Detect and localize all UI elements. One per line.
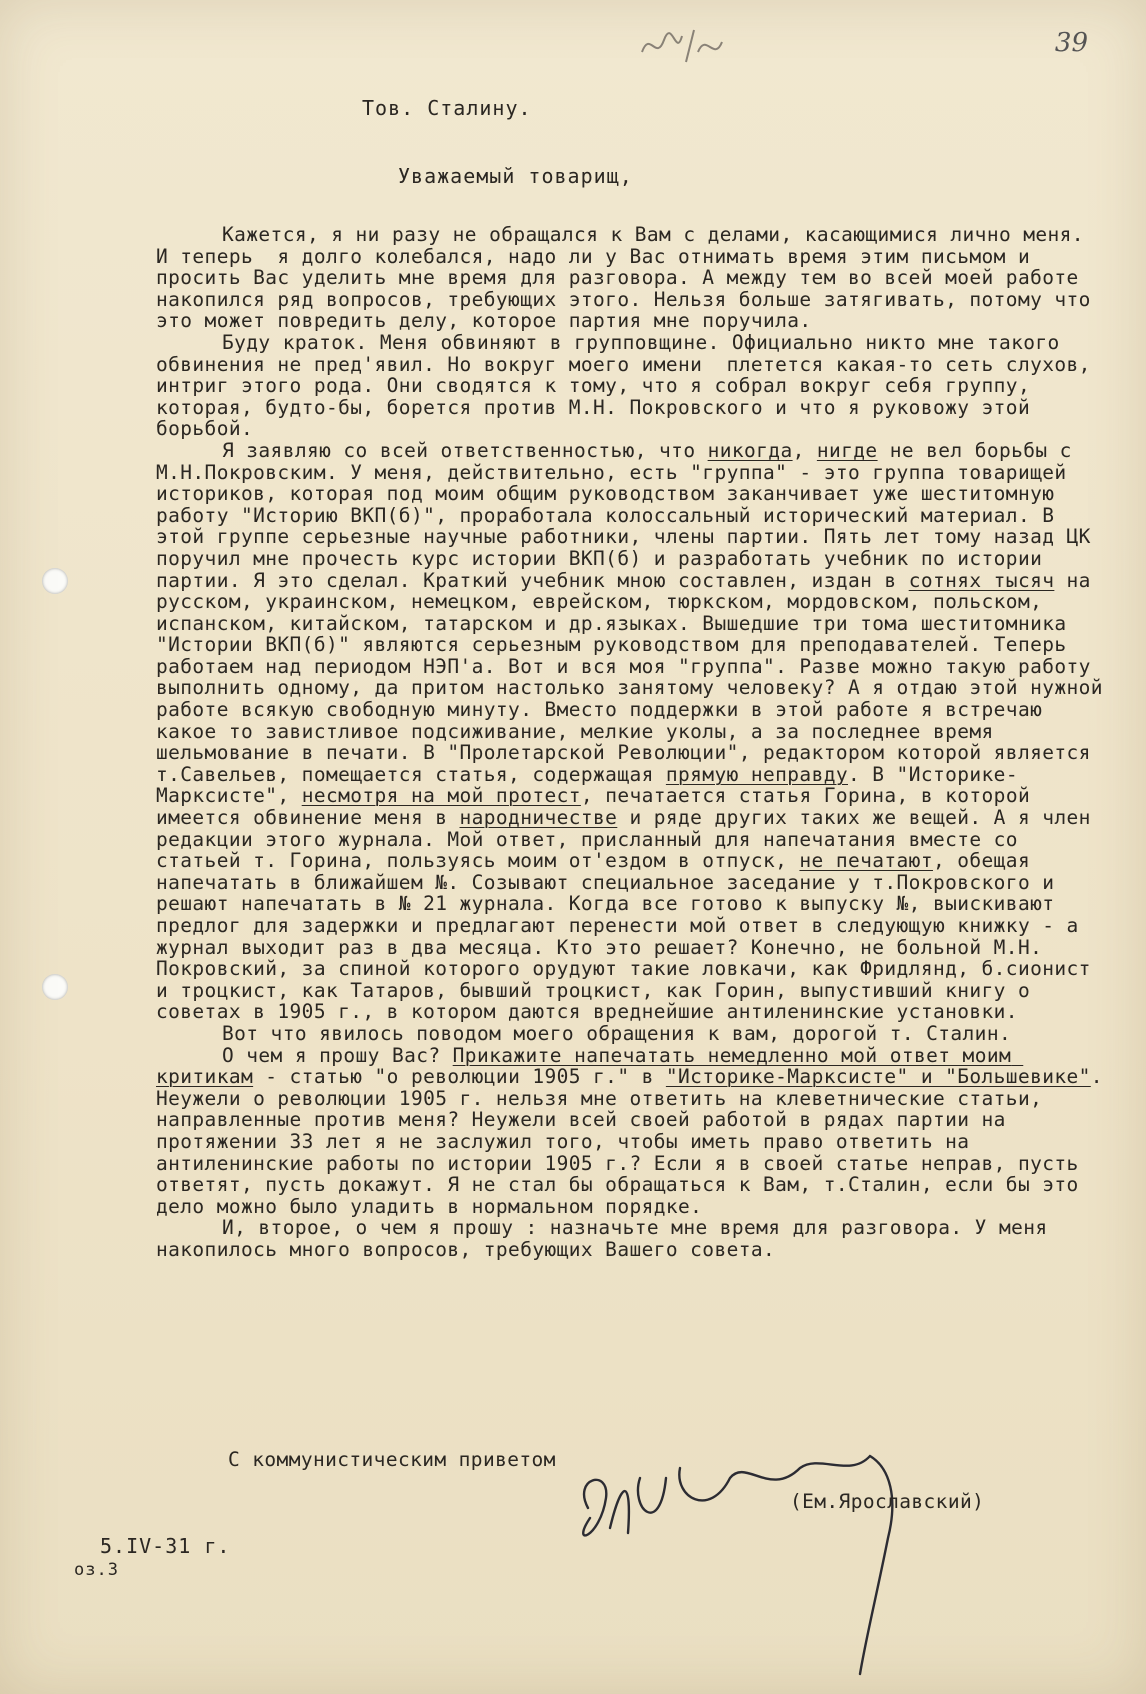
underlined-phrase: прямую неправду (665, 762, 848, 786)
closing: С коммунистическим приветом (228, 1448, 556, 1471)
letter-paragraph: Кажется, я ни разу не обращался к Вам с делами, касающимися лично меня. И теперь я долго колебался, надо ли у Вас отнимать время этим письмом и просить Вас уделить мне время для разговора. А между тем во всей моей работе накопился ряд вопросов, требующих этого. Нельзя больше затягивать, потому что это может повредить делу, которое партия мне поручила. (156, 223, 1103, 333)
punch-hole (42, 974, 68, 1000)
underlined-phrase: Прикажите напечатать немедленно мой ответ моим критикам (156, 1043, 1024, 1089)
archive-mark-scribble (636, 22, 726, 72)
letter-date: 5.IV-31 г. (100, 1534, 231, 1558)
folio-number: 39 (1054, 28, 1088, 58)
addressee: Тов. Сталину. (362, 96, 532, 120)
underlined-phrase: несмотря на мой протест (301, 784, 581, 808)
underlined-phrase: народничестве (459, 806, 618, 830)
underlined-phrase: "Историке-Марксисте" и "Большевике" (665, 1065, 1091, 1089)
reference-code: оз.3 (74, 1560, 119, 1580)
punch-hole (42, 568, 68, 594)
underlined-phrase: нигде (816, 438, 878, 462)
salutation: Уважаемый товарищ, (398, 164, 633, 188)
letter-paragraph: О чем я прошу Вас? Прикажите напечатать немедленно мой ответ моим критикам - статью "о революции 1905 г." в "Историке-Марксисте" и "Большевике". Неужели о революции 1905 г. нельзя мне ответить на клеветнические статьи, направленные против меня? Неужели всей своей работой в рядах партии на протяжении 33 лет я не заслужил того, чтобы иметь право ответить на антиленинские работы по истории 1905 г.? Если я в своей статье неправ, пусть ответят, пусть докажут. Я не стал бы обращаться к Вам, т.Сталин, если бы это дело можно было уладить в нормальном порядке. (156, 1043, 1116, 1218)
underlined-phrase: не печатают (799, 849, 933, 873)
underlined-phrase: сотнях тысяч (908, 568, 1055, 592)
letter-paragraph: И, второе, о чем я прошу : назначьте мне время для разговора. У меня накопилось много вопросов, требующих Вашего совета. (156, 1216, 1060, 1261)
handwritten-signature (570, 1438, 990, 1678)
signer-name: (Ем.Ярославский) (790, 1490, 985, 1513)
letter-paragraph: Я заявляю со всей ответственностью, что никогда, нигде не вел борьбы с М.Н.Покровским. У меня, действительно, есть "группа" - это группа товарищей историков, которая под моим общим руководством заканчивает уже шеститомную работу "Историю ВКП(б)", проработала колоссальный исторический материал. В этой группе серьезные научные работники, члены партии. Пять лет тому назад ЦК поручил мне прочесть курс истории ВКП(б) и разработать учебник по истории партии. Я это сделал. Краткий учебник мною составлен, издан в сотнях тысяч на русском, украинском, немецком, еврейском, тюркском, мордовском, польском, испанском, китайском, татарском и др.языках. Вышедшие три тома шеститомника "Истории ВКП(б)" являются серьезным руководством для преподавателей. Теперь работаем над периодом НЭП'а. Вот и вся моя "группа". Разве можно такую работу выполнить одному, да притом настолько занятому человеку? А я отдаю этой нужной работе всякую свободную минуту. Вместо поддержки в этой работе я встречаю какое то завистливое подсиживание, мелкие уколы, а за последнее время шельмование в печати. В "Пролетарской Революции", редактором которой является т.Савельев, помещается статья, содержащая прямую неправду. В "Историке-Марксисте", несмотря на мой протест, печатается статья Горина, в которой имеется обвинение меня в народничестве и ряде других таких же вещей. А я член редакции этого журнала. Мой ответ, присланный для напечатания вместе со статьей т. Горина, пользуясь моим от'ездом в отпуск, не печатают, обещая напечатать в ближайшем №. Созывают специальное заседание у т.Покровского и решают напечатать в № 21 журнала. Когда все готово к выпуску №, выискивают предлог для задержки и предлагают перенести мой ответ в следующую книжку - а журнал выходит раз в два месяца. Кто это решает? Конечно, не больной М.Н. Покровский, за спиной которого орудуют такие ловкачи, как Фридлянд, б.сионист и троцкист, как Татаров, бывший троцкист, как Горин, выпустивший книгу о советах в 1905 г., в котором даются вреднейшие антиленинские установки. (156, 438, 1116, 1024)
underlined-phrase: никогда (707, 438, 793, 462)
letter-paragraph: Буду краток. Меня обвиняют в групповщине. Официально никто мне такого обвинения не пред'явил. Но вокруг моего имени плетется какая-то сеть слухов, интриг этого рода. Они сводятся к тому, что я собрал вокруг себя группу, которая, будто-бы, борется против М.Н. Покровского и что я руковожу этой борьбой. (156, 330, 1103, 441)
letter-paragraph: Вот что явилось поводом моего обращения к вам, дорогой т. Сталин. (222, 1021, 1012, 1045)
letter-body (156, 223, 1116, 1261)
